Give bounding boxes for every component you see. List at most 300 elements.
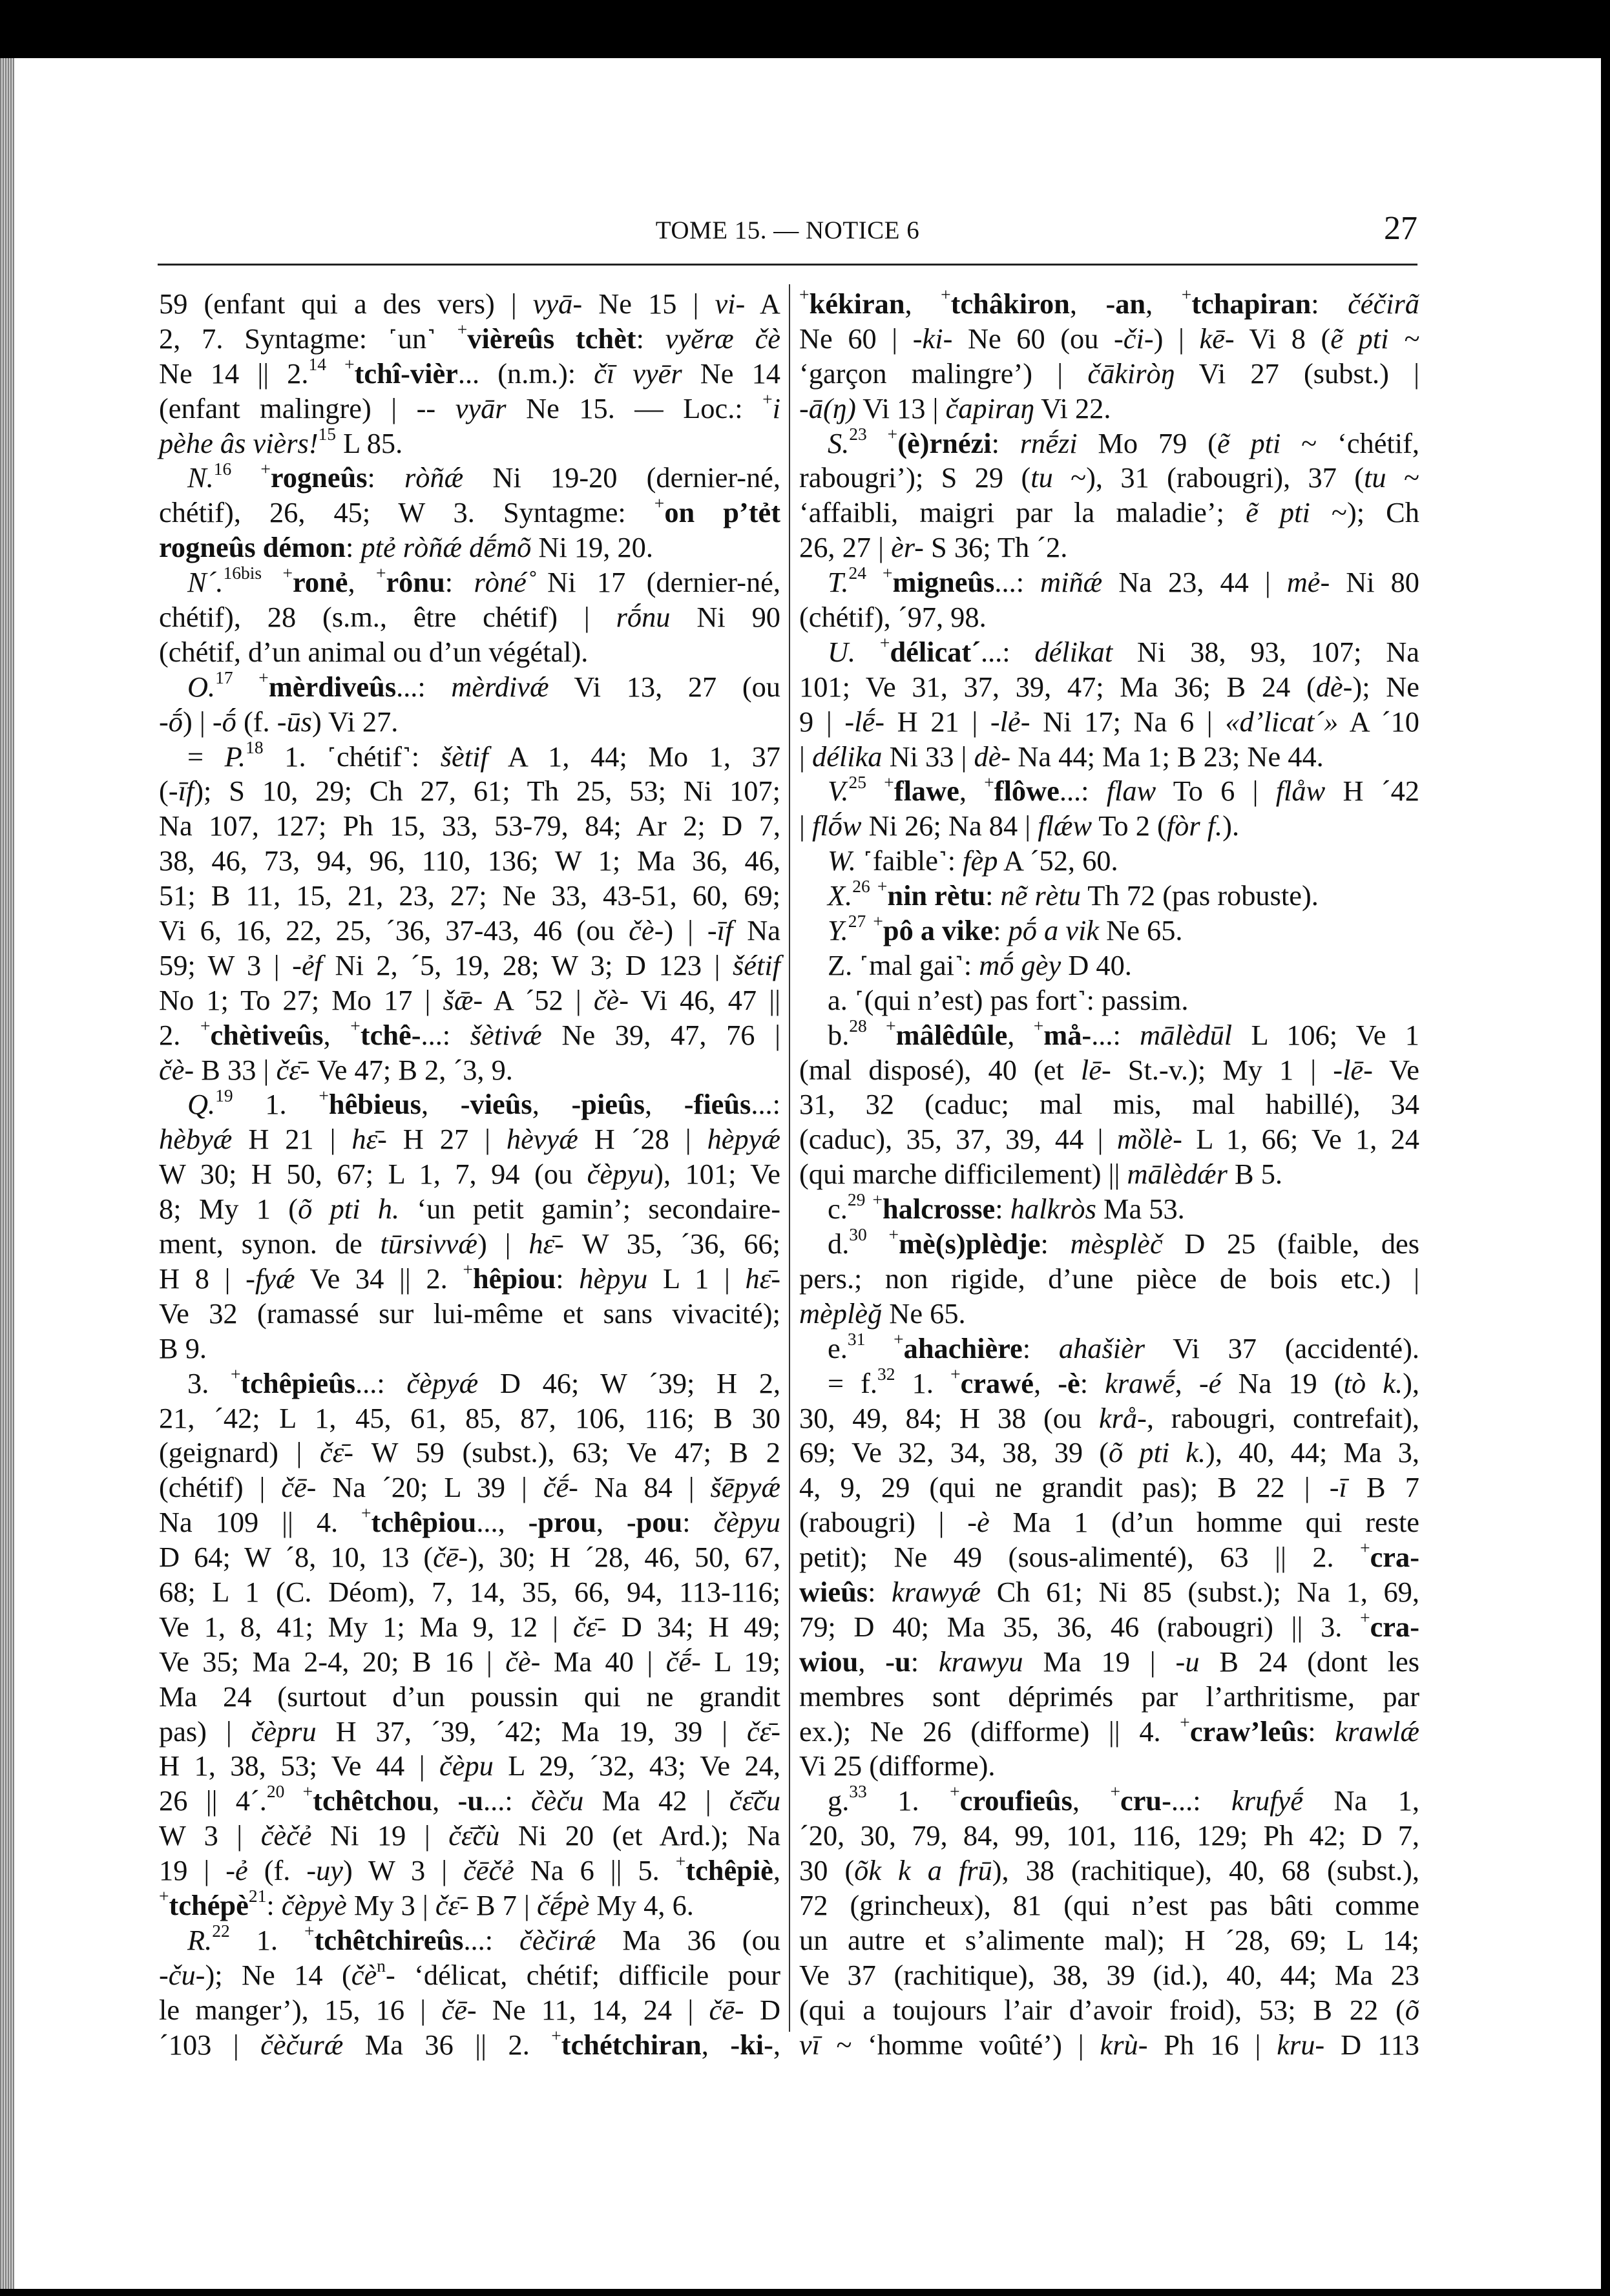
- text-run: Ne 14: [682, 357, 780, 390]
- text-run: ~: [1386, 461, 1419, 494]
- italic-form: šètif: [440, 740, 488, 773]
- headword: mâlêdûle: [895, 1018, 1008, 1051]
- superscript: +: [1180, 1711, 1190, 1732]
- text-run: 30, 49, 84; H 38 (ou: [799, 1401, 1099, 1434]
- text-run: Na 44; Ma 1; B 23; Ne 44.: [1010, 740, 1324, 773]
- italic-form: hèbyǽ: [159, 1123, 233, 1156]
- text-run: 1.: [233, 1088, 319, 1121]
- text-run: Ch 61; Ni 85 (subst.); Na 1, 69,: [981, 1575, 1419, 1608]
- italic-form: ròñǽ: [404, 461, 464, 494]
- headword: -è: [1058, 1366, 1080, 1399]
- italic-form: rnḗzi: [1019, 426, 1078, 459]
- text-line: [799, 1923, 1419, 1958]
- text-run: :: [910, 1645, 939, 1678]
- text-line: [159, 1955, 780, 1993]
- text-run: Z. ˹mal gai˺:: [828, 948, 979, 981]
- text-run: - ‘délicat, chétif; difficile pour: [385, 1958, 780, 1991]
- text-run: Ve 34 || 2.: [295, 1262, 463, 1295]
- text-run: Ne 11, 14, 24 |: [476, 1993, 709, 2026]
- text-run: ment, synon. de: [159, 1227, 381, 1260]
- italic-form: čèčirǽ: [519, 1923, 596, 1956]
- text-run: [870, 879, 877, 912]
- superscript: +: [260, 458, 271, 479]
- text-run: ); Ne: [1352, 670, 1419, 703]
- text-run: petit); Ne 49 (sous-alimenté), 63 || 2.: [799, 1541, 1361, 1574]
- superscript: 14: [308, 353, 326, 374]
- italic-form: čε̄-: [276, 1053, 310, 1086]
- text-line: [159, 1401, 780, 1436]
- text-line: [799, 1993, 1419, 2028]
- italic-form: čèpyè: [281, 1888, 347, 1921]
- superscript: +: [799, 284, 810, 305]
- text-run: ‘un petit gamin’; secondaire-: [399, 1193, 780, 1226]
- text-line: [159, 1192, 780, 1227]
- italic-form: krufyḗ: [1231, 1784, 1303, 1817]
- text-run: ,: [904, 287, 941, 320]
- text-run: :: [556, 1262, 580, 1295]
- headword: -prou: [528, 1506, 596, 1539]
- headword: flawe: [894, 775, 959, 808]
- headword: mèrdiveûs: [268, 670, 397, 703]
- text-line: [159, 774, 780, 809]
- text-line: [799, 1680, 1419, 1715]
- superscript: 17: [215, 667, 233, 687]
- text-run: Vi 25 (difforme).: [799, 1749, 996, 1782]
- italic-form: mẻ-: [1286, 566, 1330, 599]
- header-rule: [158, 264, 1417, 266]
- text-run: Ve 47; B 2, ´3, 9.: [309, 1053, 513, 1086]
- text-run: St.-v.); My 1 |: [1111, 1053, 1333, 1086]
- text-run: ) |: [664, 914, 707, 947]
- text-run: :: [636, 322, 665, 355]
- superscript: +: [884, 771, 894, 792]
- text-run: My 3 |: [346, 1888, 435, 1921]
- text-run: 3.: [187, 1366, 231, 1399]
- italic-form: krù-: [1100, 2028, 1148, 2061]
- italic-form: õ pti h.: [298, 1193, 400, 1226]
- text-run: Ne 14 || 2.: [159, 357, 309, 390]
- text-line: [159, 1470, 780, 1505]
- headword: ronẻ: [293, 566, 348, 599]
- text-run: Vi 22.: [1034, 391, 1111, 424]
- italic-form: -ki-: [912, 322, 953, 355]
- italic-form: čε̄-: [435, 1888, 469, 1921]
- text-run: chétif), 28 (s.m., être chétif) |: [159, 601, 616, 634]
- text-run: Ma 1 (d’un homme qui reste: [989, 1506, 1419, 1539]
- text-run: ,: [1069, 287, 1106, 320]
- text-run: D 40.: [1061, 948, 1132, 981]
- superscript: +: [1110, 1781, 1121, 1802]
- text-run: ,: [323, 1018, 351, 1051]
- italic-form: V.: [828, 775, 849, 808]
- superscript: +: [873, 911, 883, 932]
- text-run: 68; L 1 (C. Déom), 7, 14, 35, 66, 94, 113-116;: [159, 1575, 780, 1608]
- text-run: ~ ‘chétif,: [1281, 426, 1419, 459]
- headword: wiou: [799, 1645, 859, 1678]
- text-line: [159, 458, 780, 496]
- text-line: [799, 1505, 1419, 1540]
- text-run: (caduc), 35, 37, 39, 44 |: [799, 1123, 1117, 1156]
- text-line: [799, 1087, 1419, 1122]
- headword: cra-: [1370, 1541, 1419, 1574]
- text-run: ,: [644, 1088, 684, 1121]
- italic-form: čε̄ču: [729, 1784, 781, 1817]
- italic-form: hε̄-: [351, 1123, 387, 1156]
- italic-form: ptẻ ròñǽ dḗmõ: [361, 531, 532, 564]
- text-run: 69; Ve 32, 34, 38, 39 (: [799, 1436, 1109, 1469]
- italic-form: čē-: [433, 1541, 468, 1574]
- scan-right-border: [1601, 0, 1610, 2296]
- superscript: 32: [877, 1363, 895, 1384]
- text-run: ) |: [1153, 322, 1200, 355]
- superscript: 33: [849, 1781, 867, 1802]
- italic-form: N.: [187, 461, 214, 494]
- italic-form: flaw: [1106, 775, 1156, 808]
- italic-form: čèpu: [439, 1749, 494, 1782]
- italic-form: -è: [967, 1506, 990, 1539]
- text-run: Ni 19, 20.: [531, 531, 653, 564]
- text-run: A: [745, 287, 780, 320]
- italic-form: čḗpè: [537, 1888, 590, 1921]
- italic-form: vyār: [455, 391, 507, 424]
- headword: -fieûs: [684, 1088, 751, 1121]
- text-run: L 106; Ve 1: [1232, 1018, 1419, 1051]
- text-run: ,: [421, 1088, 461, 1121]
- italic-form: mālèdūl: [1140, 1018, 1233, 1051]
- superscript: +: [304, 1920, 315, 1941]
- text-run: Vi 6, 16, 22, 25, ´36, 37-43, 46 (ou: [159, 914, 629, 947]
- italic-form: -u: [1175, 1645, 1200, 1678]
- text-run: D 113: [1324, 2028, 1419, 2061]
- scan-bottom-border: [0, 2289, 1610, 2296]
- italic-form: -ẻf: [292, 948, 322, 981]
- text-run: , rabougri, contrefait),: [1146, 1401, 1419, 1434]
- text-run: ‘garçon malingre’) |: [799, 357, 1088, 390]
- text-run: ‘homme voûté’) |: [851, 2028, 1100, 2061]
- text-run: Na 6 || 5.: [514, 1854, 676, 1887]
- superscript: +: [258, 667, 269, 687]
- superscript: +: [344, 353, 355, 374]
- headword: mè(s)plèdje: [899, 1227, 1041, 1260]
- text-line: [159, 1363, 780, 1401]
- headword: délicat´: [890, 635, 981, 668]
- text-run: (rabougri) |: [799, 1506, 968, 1539]
- headword: vièreûs tchèt: [467, 322, 636, 355]
- text-line: [159, 1680, 780, 1715]
- text-run: ) |: [182, 705, 213, 738]
- text-run: [231, 461, 260, 494]
- text-line: [159, 1819, 780, 1853]
- text-line: [159, 1888, 780, 1923]
- italic-form: -ṓ: [159, 705, 183, 738]
- text-run: ) W 3 |: [343, 1854, 464, 1887]
- text-run: D 34; H 49;: [606, 1610, 780, 1643]
- italic-form: tò k.: [1343, 1366, 1403, 1399]
- text-run: B 33 |: [194, 1053, 277, 1086]
- text-run: Ni 20 (et Ard.); Na: [499, 1819, 780, 1852]
- italic-form: krawlǽ: [1335, 1715, 1419, 1748]
- italic-form: -ī: [1329, 1471, 1347, 1504]
- text-run: pers.; non rigide, d’une pièce de bois etc.) |: [799, 1262, 1419, 1295]
- headword: -vieûs: [460, 1088, 532, 1121]
- text-run: (qui a toujours l’air d’avoir froid), 53; B 22 (: [799, 1993, 1405, 2026]
- text-run: 26, 27 |: [799, 531, 892, 564]
- italic-form: õk k a frū: [854, 1854, 992, 1887]
- text-line: [159, 2025, 781, 2063]
- text-run: un autre et s’alimente mal); H ´28, 69; L 14;: [799, 1923, 1419, 1956]
- italic-form: mālèdǽr: [1127, 1158, 1228, 1191]
- italic-form: čē-: [441, 1993, 477, 2026]
- text-line: [799, 461, 1419, 496]
- text-run: [867, 1019, 886, 1051]
- italic-form: čè-: [593, 983, 629, 1016]
- text-run: ex.); Ne 26 (difforme) || 4.: [799, 1715, 1180, 1748]
- text-run: le manger’), 15, 16 |: [159, 1993, 442, 2026]
- text-run: a. ˹(qui n’est) pas fort˺: passim.: [828, 983, 1189, 1016]
- text-run: Ne 60 (ou: [952, 322, 1114, 355]
- text-run: L 85.: [336, 426, 403, 459]
- text-run: ...:: [980, 635, 1035, 668]
- superscript: +: [888, 1224, 899, 1245]
- italic-form: R.: [187, 1923, 213, 1956]
- text-line: [159, 809, 780, 844]
- superscript: 25: [848, 771, 867, 792]
- text-line: [799, 1328, 1419, 1366]
- text-run: ,: [773, 2028, 781, 2061]
- italic-form: šǣ-: [443, 983, 483, 1016]
- text-run: Ma 19 |: [1023, 1645, 1176, 1678]
- italic-form: -uy: [306, 1854, 344, 1887]
- text-line: [159, 844, 780, 879]
- italic-form: čī vyēr: [594, 357, 682, 390]
- headword: migneûs: [892, 566, 995, 599]
- superscript: 20: [266, 1781, 285, 1802]
- text-run: L 29, ´32, 43; Ve 24,: [493, 1749, 781, 1782]
- text-run: Ni 33 |: [882, 740, 974, 773]
- text-run: ...:: [463, 1923, 520, 1956]
- superscript: +: [654, 493, 665, 514]
- text-line: [159, 1122, 780, 1157]
- italic-form: čéčirã: [1348, 287, 1419, 320]
- italic-form: vyĕræ čè: [665, 322, 780, 355]
- superscript: 28: [849, 1015, 867, 1036]
- superscript: +: [950, 1363, 961, 1384]
- italic-form: W.: [828, 844, 856, 877]
- text-run: :: [995, 1193, 1010, 1226]
- italic-form: -ā(ŋ): [799, 391, 856, 424]
- text-run: :: [367, 461, 405, 494]
- headword: ahachière: [903, 1331, 1023, 1364]
- text-run: My 4, 6.: [589, 1888, 694, 1921]
- text-line: [159, 1015, 780, 1053]
- italic-form: nẽ rètu: [1000, 879, 1082, 912]
- text-run: = f.: [828, 1366, 878, 1399]
- text-run: Na 1,: [1302, 1784, 1419, 1817]
- text-run: :: [682, 1506, 714, 1539]
- headword: cra-: [1370, 1610, 1419, 1643]
- text-run: :: [1311, 287, 1348, 320]
- text-run: 72 (grincheux), 81 (qui n’est pas bâti comme: [799, 1888, 1419, 1921]
- italic-form: dè-: [1315, 670, 1353, 703]
- text-line: [159, 1781, 781, 1819]
- text-run: (: [159, 775, 169, 808]
- headword: croufieûs: [959, 1784, 1072, 1817]
- text-run: (geignard) |: [159, 1436, 320, 1469]
- italic-form: X.: [828, 879, 853, 912]
- italic-form: krawḗ: [1105, 1366, 1175, 1399]
- superscript: +: [319, 1085, 329, 1105]
- text-line: [799, 1645, 1419, 1680]
- superscript: +: [877, 876, 888, 897]
- superscript: +: [950, 1781, 960, 1802]
- text-run: Ma 53.: [1096, 1193, 1185, 1226]
- italic-form: hε̄-: [745, 1262, 780, 1295]
- headword: rogneûs: [270, 461, 368, 494]
- italic-form: mȍlè-: [1116, 1123, 1182, 1156]
- text-line: [159, 879, 780, 913]
- italic-form: pèhe âs vièrs!: [159, 426, 319, 459]
- text-run: ,: [432, 1784, 458, 1817]
- text-run: :: [1040, 1227, 1071, 1260]
- italic-form: ròné̊: [474, 566, 527, 599]
- text-run: ,: [1175, 1366, 1199, 1399]
- text-run: H 37, ´39, ´42; Ma 19, 39 |: [316, 1715, 748, 1748]
- italic-form: -či-: [1114, 322, 1154, 355]
- text-run: 79; D 40; Ma 35, 36, 46 (rabougri) || 3.: [799, 1610, 1361, 1643]
- text-run: A ´52 |: [483, 983, 594, 1016]
- italic-form: tu: [1364, 461, 1386, 494]
- italic-form: mèrdivǽ: [451, 670, 549, 703]
- headword: tchêtchireûs: [314, 1923, 464, 1956]
- text-run: ) Vi 27.: [311, 705, 399, 738]
- text-run: Ni 17; Na 6 |: [1030, 705, 1226, 738]
- text-run: 26 || 4´.: [159, 1784, 267, 1817]
- text-run: H 8 |: [159, 1262, 246, 1295]
- text-run: Ve 32 (ramassé sur lui-même et sans vivacité);: [159, 1297, 780, 1330]
- text-run: Ni 2, ´5, 19, 28; W 3; D 123 |: [322, 948, 733, 981]
- superscript: 21: [248, 1886, 267, 1906]
- text-run: chétif), 26, 45; W 3. Syntagme:: [159, 496, 654, 529]
- text-run: ...:: [1059, 775, 1107, 808]
- text-run: ), 101; Ve: [654, 1158, 780, 1191]
- text-run: Ma 36 || 2.: [343, 2028, 552, 2061]
- text-run: W 30; H 50, 67; L 1, 7, 94 (ou: [159, 1158, 587, 1191]
- italic-form: čèpyǽ: [406, 1366, 479, 1399]
- italic-form: čḗ-: [665, 1645, 701, 1678]
- text-line: [159, 1505, 780, 1540]
- text-run: B 7 |: [468, 1888, 537, 1921]
- italic-form: fèp: [963, 844, 998, 877]
- text-run: 51; B 11, 15, 21, 23, 27; Ne 33, 43-51, 60, 69;: [159, 879, 780, 912]
- text-run: Vi 37 (accidenté).: [1145, 1331, 1419, 1364]
- text-line: [159, 318, 780, 357]
- text-run: W 3 |: [159, 1819, 261, 1852]
- text-line: [159, 1087, 780, 1122]
- italic-form: délika: [812, 740, 883, 773]
- headword: wieûs: [799, 1575, 868, 1608]
- headword: flôwe: [994, 775, 1060, 808]
- italic-form: čapiraŋ: [945, 391, 1034, 424]
- headword: -pou: [626, 1506, 683, 1539]
- text-run: (mal disposé), 40 (et: [799, 1053, 1081, 1086]
- text-run: [284, 1784, 302, 1817]
- text-run: Ph 16 |: [1147, 2028, 1277, 2061]
- headword: tchê-: [360, 1018, 421, 1051]
- superscript: +: [1360, 1607, 1370, 1627]
- italic-form: èr-: [891, 531, 924, 564]
- text-run: Ve 37 (rachitique), 38, 39 (id.), 40, 44; Ma 23: [799, 1958, 1419, 1991]
- text-run: Na 19 (: [1221, 1366, 1344, 1399]
- text-line: [159, 287, 780, 322]
- italic-form: šètivǽ: [470, 1018, 542, 1051]
- text-run: A 1, 44; Mo 1, 37: [488, 740, 780, 773]
- text-run: ,: [596, 1506, 627, 1539]
- headword: chètiveûs: [210, 1018, 324, 1051]
- text-run: =: [187, 740, 225, 773]
- headword: -pieûs: [571, 1088, 645, 1121]
- text-line: [159, 388, 781, 426]
- superscript: 24: [848, 563, 867, 583]
- headword: on p’tẻt: [664, 496, 780, 529]
- italic-form: čèčurǽ: [260, 2028, 344, 2061]
- text-run: 2.: [159, 1018, 200, 1051]
- superscript: +: [886, 1015, 896, 1036]
- headword: må-: [1043, 1018, 1092, 1051]
- italic-form: ẽ pti ~: [1330, 322, 1419, 355]
- text-line: [159, 667, 780, 705]
- headword: -ki-: [730, 2028, 773, 2061]
- text-run: ,: [1145, 287, 1182, 320]
- text-line: [159, 1157, 780, 1192]
- text-run: ...:: [1091, 1018, 1140, 1051]
- text-line: [159, 913, 780, 948]
- text-run: No 1; To 27; Mo 17 |: [159, 983, 443, 1016]
- superscript: +: [302, 1781, 313, 1802]
- text-run: ), 38 (rachitique), 40, 68 (subst.),: [992, 1854, 1419, 1887]
- italic-form: kru-: [1277, 2028, 1325, 2061]
- italic-form: čē-: [281, 1471, 317, 1504]
- text-run: Ma 24 (surtout d’un poussin qui ne grandit: [159, 1680, 780, 1713]
- italic-form: čè-: [629, 914, 664, 947]
- text-line: [159, 983, 780, 1018]
- text-run: S 36; Th ´2.: [923, 531, 1068, 564]
- headword: craw’leûs: [1189, 1715, 1308, 1748]
- text-run: L 1 |: [647, 1262, 746, 1295]
- text-line: [799, 1363, 1419, 1401]
- text-run: [866, 566, 883, 598]
- superscript: +: [879, 632, 890, 652]
- italic-form: O.: [187, 670, 216, 703]
- headword: crawé: [960, 1366, 1034, 1399]
- text-line: [799, 357, 1419, 391]
- italic-form: čḗ-: [543, 1471, 578, 1504]
- italic-form: čēčẻ: [463, 1854, 514, 1887]
- page-header: [158, 210, 1417, 252]
- superscript: 27: [848, 911, 866, 932]
- text-run: ...:: [396, 670, 452, 703]
- italic-form: hèpyǽ: [707, 1123, 780, 1156]
- text-run: ~); Ch: [1310, 496, 1419, 529]
- text-run: 21, ´42; L 1, 45, 61, 85, 87, 106, 116; B 30: [159, 1401, 780, 1434]
- text-line: [799, 809, 1419, 844]
- text-run: Th 72 (pas robuste).: [1081, 879, 1319, 912]
- text-run: |: [799, 809, 812, 842]
- italic-form: mèsplèč: [1070, 1227, 1163, 1260]
- text-run: B 24 (dont les: [1199, 1645, 1420, 1678]
- italic-form: i: [772, 391, 781, 424]
- text-run: 101; Ve 31, 37, 39, 47; Ma 36; B 24 (: [799, 670, 1316, 703]
- italic-form: «d’licat´»: [1225, 705, 1339, 738]
